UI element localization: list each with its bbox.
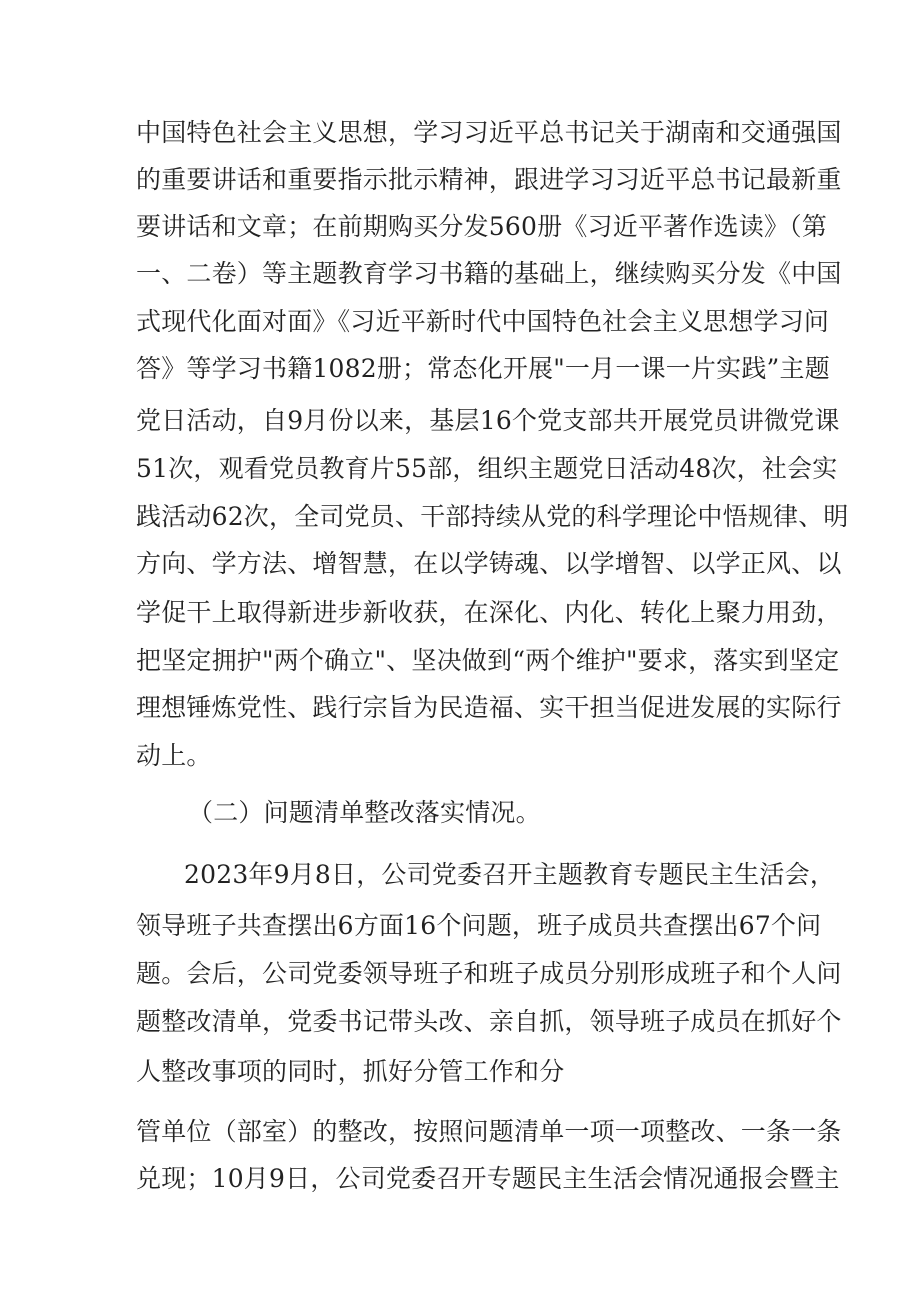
paragraph1-line-11: 学促干上取得新进步新收获，在深化、内化、转化上聚力用劲， [136,598,842,627]
paragraph1-line-3: 要讲话和文章；在前期购买分发560册《习近平著作选读》（第 [136,212,828,241]
paragraph1-line-8: 51次，观看党员教育片55部，组织主题党日活动48次，社会实 [136,454,838,483]
paragraph1-line-4: 一、二卷）等主题教育学习书籍的基础上，继续购买分发《中国 [136,259,842,288]
paragraph1-line-10: 方向、学方法、增智慧，在以学铸魂、以学增智、以学正风、以 [136,549,842,578]
paragraph1-line-13: 理想锤炼党性、践行宗旨为民造福、实干担当促进发展的实际行 [136,693,842,722]
paragraph1-line-9: 践活动62次，全司党员、干部持续从党的科学理论中悟规律、明 [136,502,849,531]
paragraph1-line-14: 动上。 [136,741,212,770]
paragraph2-line-3: 题。会后，公司党委领导班子和班子成员分别形成班子和个人问 [136,959,842,988]
paragraph3-line-1: 管单位（部室）的整改，按照问题清单一项一项整改、一条一条 [136,1117,842,1146]
paragraph1-line-12: 把坚定拥护"两个确立"、坚决做到“两个维护"要求，落实到坚定 [136,646,840,675]
paragraph2-line-2: 领导班子共查摆出6方面16个问题，班子成员共查摆出67个问 [136,911,822,940]
paragraph3-line-2: 兑现；10月9日，公司党委召开专题民主生活会情况通报会暨主 [136,1164,840,1193]
paragraph1-line-7: 党日活动，自9月份以来，基层16个党支部共开展党员讲微党课 [136,406,840,435]
paragraph2-line-1: 2023年9月8日，公司党委召开主题教育专题民主生活会， [184,860,836,889]
paragraph1-line-5: 式现代化面对面》《习近平新时代中国特色社会主义思想学习问 [136,307,830,336]
paragraph2-line-4: 题整改清单，党委书记带头改、亲自抓，领导班子成员在抓好个 [136,1007,842,1036]
paragraph2-line-5: 人整改事项的同时，抓好分管工作和分 [136,1057,565,1086]
paragraph1-line-1: 中国特色社会主义思想，学习习近平总书记关于湖南和交通强国 [136,118,842,147]
paragraph1-line-6: 答》等学习书籍1082册；常态化开展"一月一课一片实践”主题 [136,354,830,383]
section-heading: （二）问题清单整改落实情况。 [188,798,541,827]
paragraph1-line-2: 的重要讲话和重要指示批示精神，跟进学习习近平总书记最新重 [136,165,842,194]
